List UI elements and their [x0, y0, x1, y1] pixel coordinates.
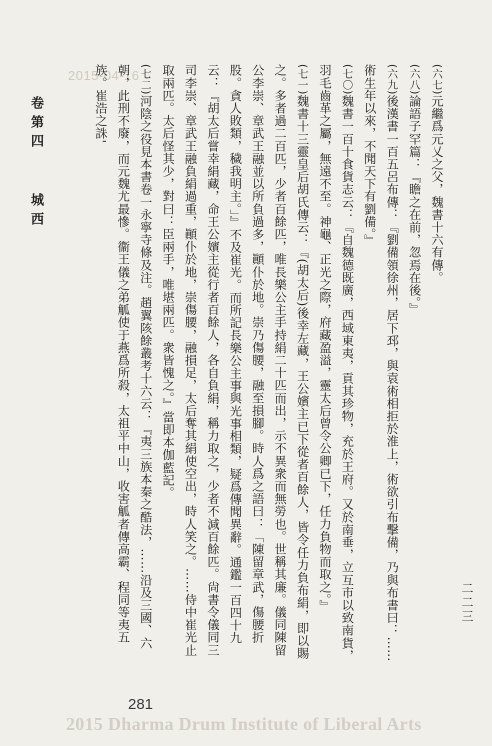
note-text: 論語子罕篇：『瞻之在前，忽焉在後。』	[407, 94, 422, 316]
note-69	[358, 64, 403, 664]
note-text: 魏書十三靈皇后胡氏傳云：『(胡太后)後幸左藏，王公嬪主已下從者百餘人，皆令任力負布絹，即以賜之。多者過二百匹，少者百餘匹，唯長樂公主手持絹二十匹而出，示不異衆而無勞也。世稱其廉。儀同陳留公李崇、章武王融並以所負過多，顚仆於地。崇乃傷腰，融至損腳。時人爲之語曰：「陳留章武，傷腰折股。貪人敗類，穢我明主。」』不及崔光。而所記長樂公主事與光事相類，疑爲傳聞異辭。通鑑一百四十九云：『胡太后嘗幸絹藏，命王公嬪主從行者百餘人，各自負絹，稱力取之，少者不減百餘匹。尙書令儀同三司李崇、章武王融負絹過重，顚仆於地，崇傷腰，融損足，太后奪其絹使空出，時人笑之。……侍中崔光止取兩匹。太后怪其少，對曰：臣兩手，唯堪兩匹。衆皆愧之。』當即本伽藍記。	[161, 64, 310, 660]
date-stamp: 2015-04-16	[68, 68, 140, 83]
note-text: 魏書一百十食貨志云：『自魏德既廣，西域東夷，貢其珍物，充於王府。又於南垂，立互市以致南貨，羽毛齒革之屬，無遠不至。神龜、正光之際，府藏盈溢，靈太后曾令公卿已下，任力負物而取之。』	[317, 64, 355, 662]
watermark: 2015 Dharma Drum Institute of Liberal Arts	[66, 714, 422, 734]
page-marker: 二二三	[460, 582, 474, 624]
note-72	[90, 64, 157, 664]
note-text: 元繼爲元乂之父，魏書十六有傳。	[430, 94, 444, 284]
note-68	[403, 64, 425, 664]
note-71	[157, 64, 314, 664]
note-marker: (七〇)	[341, 64, 354, 95]
note-70	[314, 64, 359, 664]
note-marker: (七二)	[139, 64, 152, 95]
note-text: 河陰之役見本書卷一永寧寺條及注。趙翼陔餘叢考十六云：『夷三族本秦之酷法，……沿及三國、六朝，此刑不廢，而元魏尤最慘。衞王儀之弟觚使于燕爲所殺，太祖平中山，收害觚者傳高霸、程同等夷五族。崔浩之誅'	[93, 64, 153, 650]
annotation-text	[72, 64, 448, 664]
note-marker: (七一)	[296, 64, 309, 95]
running-head-section: 城西	[28, 193, 43, 231]
note-67	[426, 64, 448, 664]
running-head-volume: 卷第四	[28, 96, 43, 153]
page-number: 281	[128, 696, 154, 713]
note-text: 後漢書一百五呂布傳：『劉備領徐州，居下邳，與袁術相拒於淮上，術欲引布擊備，乃與布書曰：……術生年以來，不聞天下有劉備。』	[362, 64, 400, 662]
note-marker: (六九)	[386, 64, 399, 95]
note-marker: (六八)	[408, 64, 421, 95]
note-marker: (六七)	[431, 64, 443, 95]
running-head	[26, 96, 45, 296]
